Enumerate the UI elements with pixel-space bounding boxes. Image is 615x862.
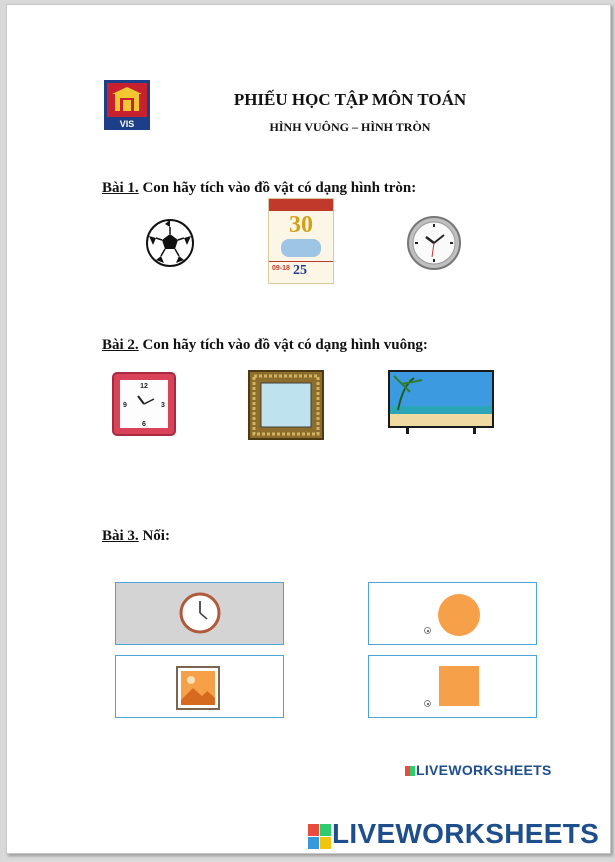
picture-icon bbox=[176, 666, 220, 710]
exercise-2-label: Bài 2. bbox=[102, 337, 139, 353]
orange-circle bbox=[438, 594, 480, 636]
match-box-picture[interactable] bbox=[115, 655, 284, 718]
match-box-circle[interactable] bbox=[368, 582, 537, 645]
page-title: PHIẾU HỌC TẬP MÔN TOÁN bbox=[233, 90, 467, 109]
exercise-2-heading bbox=[102, 337, 428, 354]
exercise-3-label: Bài 3. bbox=[102, 528, 139, 544]
match-dot[interactable] bbox=[424, 700, 431, 707]
svg-text:3: 3 bbox=[161, 402, 165, 409]
calendar-bottom-left: 09-18 bbox=[272, 265, 290, 272]
svg-text:6: 6 bbox=[142, 421, 146, 428]
page-subtitle: HÌNH VUÔNG – HÌNH TRÒN bbox=[269, 120, 431, 134]
liveworksheets-logo-icon bbox=[405, 766, 415, 776]
match-box-clock[interactable] bbox=[115, 582, 284, 645]
soccer-ball-image[interactable] bbox=[145, 218, 195, 268]
calendar-day-number: 25 bbox=[293, 263, 307, 278]
square-clock-image[interactable] bbox=[112, 372, 176, 436]
picture-frame-image[interactable] bbox=[248, 370, 324, 440]
svg-text:9: 9 bbox=[123, 402, 127, 409]
calendar-illustration bbox=[281, 239, 321, 257]
liveworksheets-logo-icon bbox=[308, 824, 332, 850]
exercise-1-label: Bài 1. bbox=[102, 180, 139, 196]
svg-text:VIS: VIS bbox=[119, 119, 135, 129]
clock-icon bbox=[179, 592, 221, 634]
orange-square bbox=[439, 666, 479, 706]
calendar-top-number: 30 bbox=[289, 212, 313, 238]
wall-clock-image[interactable] bbox=[406, 215, 462, 271]
exercise-3-text: Nối: bbox=[138, 528, 170, 544]
exercise-1-heading bbox=[102, 180, 416, 197]
tv-image[interactable] bbox=[388, 370, 494, 436]
calendar-page-image[interactable] bbox=[268, 198, 334, 284]
exercise-1-text: Con hãy tích vào đồ vật có dạng hình tròn: bbox=[138, 180, 417, 196]
liveworksheets-watermark-big: LIVEWORKSHEETS bbox=[332, 818, 600, 849]
exercise-2-text: Con hãy tích vào đồ vật có dạng hình vuông: bbox=[138, 337, 428, 353]
svg-text:12: 12 bbox=[140, 383, 148, 390]
calendar-header bbox=[269, 199, 333, 211]
liveworksheets-watermark-small: LIVEWORKSHEETS bbox=[405, 762, 552, 778]
match-box-square[interactable] bbox=[368, 655, 537, 718]
match-dot[interactable] bbox=[424, 627, 431, 634]
exercise-3-heading bbox=[102, 528, 170, 545]
